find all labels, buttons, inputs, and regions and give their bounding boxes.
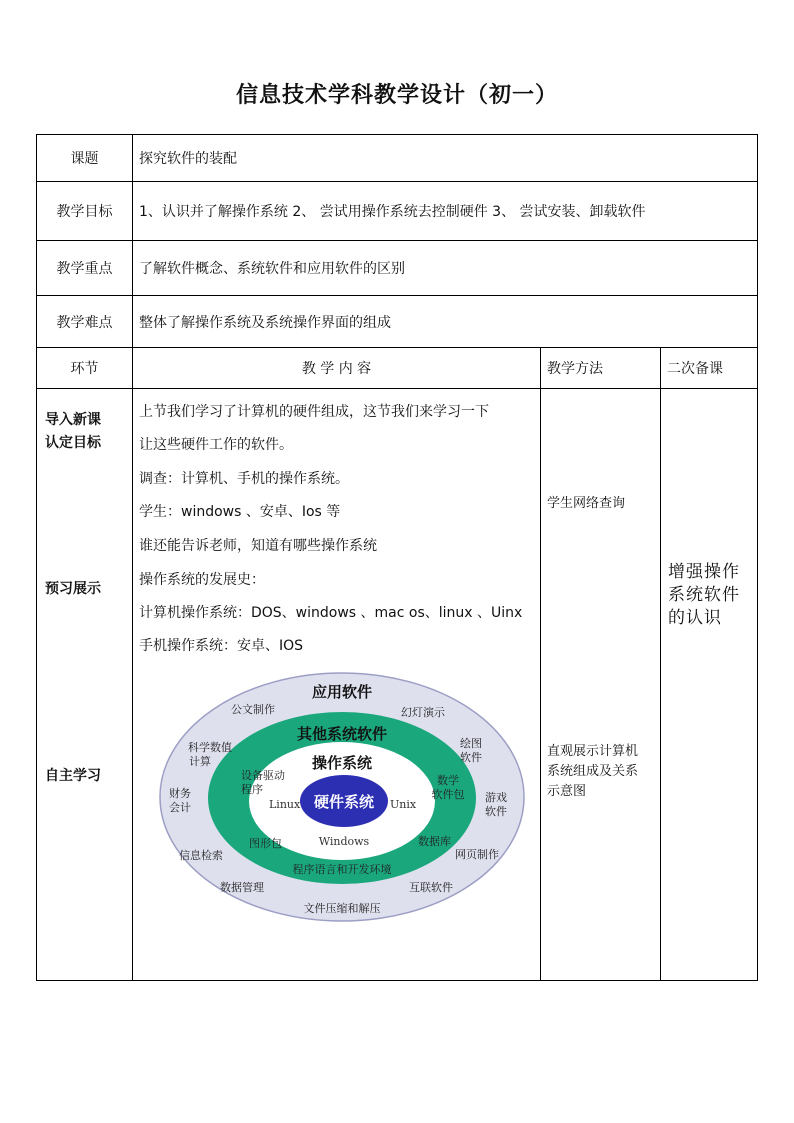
- label-other-system: 其他系统软件: [296, 725, 388, 743]
- content-line: 让这些硬件工作的软件。: [139, 437, 293, 453]
- stage-cell: [37, 389, 133, 981]
- mid-dev-env: 程序语言和开发环境: [292, 863, 392, 876]
- mid-graphics: 图形包: [249, 837, 282, 850]
- mid-math-1: 数学: [437, 774, 459, 787]
- backup-note: 增强操作系统软件的认识: [668, 562, 740, 628]
- mid-driver-2: 程序: [241, 783, 263, 796]
- row-topic: [37, 135, 758, 182]
- stage-preview: 预习展示: [45, 581, 101, 597]
- header-content: 教 学 内 容: [133, 348, 541, 389]
- content-line: 谁还能告诉老师，知道有哪些操作系统: [139, 538, 377, 554]
- method-cell: [541, 389, 661, 981]
- row-key: [37, 241, 758, 296]
- content-line: 操作系统的发展史：: [139, 572, 265, 588]
- mid-database: 数据库: [418, 835, 451, 848]
- app-fin-1: 财务: [169, 787, 191, 800]
- header-method: 教学方法: [541, 348, 661, 389]
- app-slides: 幻灯演示: [401, 706, 445, 719]
- key-value: 了解软件概念、系统软件和应用软件的区别: [133, 241, 758, 296]
- app-web: 网页制作: [455, 848, 499, 861]
- content-line: 调查：计算机、手机的操作系统。: [139, 471, 349, 487]
- app-info: 信息检索: [179, 849, 223, 862]
- lesson-plan-table: [36, 134, 758, 981]
- content-line: 手机操作系统：安卓、IOS: [139, 638, 304, 654]
- difficulty-value: 整体了解操作系统及系统操作界面的组成: [133, 296, 758, 348]
- content-line: 上节我们学习了计算机的硬件组成，这节我们来学习一下: [139, 404, 489, 420]
- row-difficulty: [37, 296, 758, 348]
- stage-self-study: 自主学习: [45, 768, 101, 784]
- mid-driver-1: 设备驱动: [241, 769, 285, 782]
- header-stage: 环节: [37, 348, 133, 389]
- app-doc: 公文制作: [231, 703, 275, 716]
- method-diagram-line2: 系统组成及关系: [547, 764, 639, 779]
- app-net: 互联软件: [409, 881, 453, 894]
- key-label: 教学重点: [37, 241, 133, 296]
- row-headers: [37, 348, 758, 389]
- stage-intro-line1: 导入新课: [45, 412, 101, 428]
- app-game-1: 游戏: [485, 791, 507, 804]
- app-draw-2: 软件: [460, 751, 482, 764]
- stage-intro-line2: 认定目标: [45, 435, 101, 451]
- content-cell: [133, 389, 541, 981]
- mid-math-2: 软件包: [431, 788, 465, 801]
- method-network-query: 学生网络查询: [547, 496, 626, 511]
- software-structure-diagram: [157, 669, 527, 925]
- row-body: [37, 389, 758, 981]
- app-draw-1: 绘图: [460, 737, 482, 750]
- difficulty-label: 教学难点: [37, 296, 133, 348]
- backup-cell: [661, 389, 758, 981]
- os-linux: Linux: [269, 798, 301, 811]
- header-backup: 二次备课: [661, 348, 758, 389]
- topic-value: 探究软件的装配: [133, 135, 758, 182]
- os-unix: Unix: [390, 798, 417, 811]
- method-diagram-line1: 直观展示计算机: [547, 744, 639, 759]
- app-fin-2: 会计: [169, 801, 191, 814]
- content-line: 计算机操作系统：DOS、windows 、mac os、linux 、Uinx: [139, 605, 523, 621]
- goals-label: 教学目标: [37, 182, 133, 241]
- label-hardware: 硬件系统: [313, 793, 375, 811]
- app-data: 数据管理: [220, 881, 264, 894]
- label-application: 应用软件: [311, 683, 373, 701]
- app-zip: 文件压缩和解压: [303, 902, 381, 915]
- app-sci-1: 科学数值: [188, 741, 232, 754]
- page-title: 信息技术学科教学设计（初一）: [235, 83, 558, 108]
- app-sci-2: 计算: [189, 755, 211, 768]
- row-goals: [37, 182, 758, 241]
- os-windows: Windows: [318, 835, 370, 848]
- app-game-2: 软件: [485, 805, 507, 818]
- goals-value: 1、认识并了解操作系统 2、 尝试用操作系统去控制硬件 3、 尝试安装、卸载软件: [133, 182, 758, 241]
- label-os: 操作系统: [311, 754, 373, 772]
- topic-label: 课题: [37, 135, 133, 182]
- content-line: 学生：windows 、安卓、Ios 等: [139, 504, 341, 520]
- method-diagram-line3: 示意图: [547, 784, 587, 799]
